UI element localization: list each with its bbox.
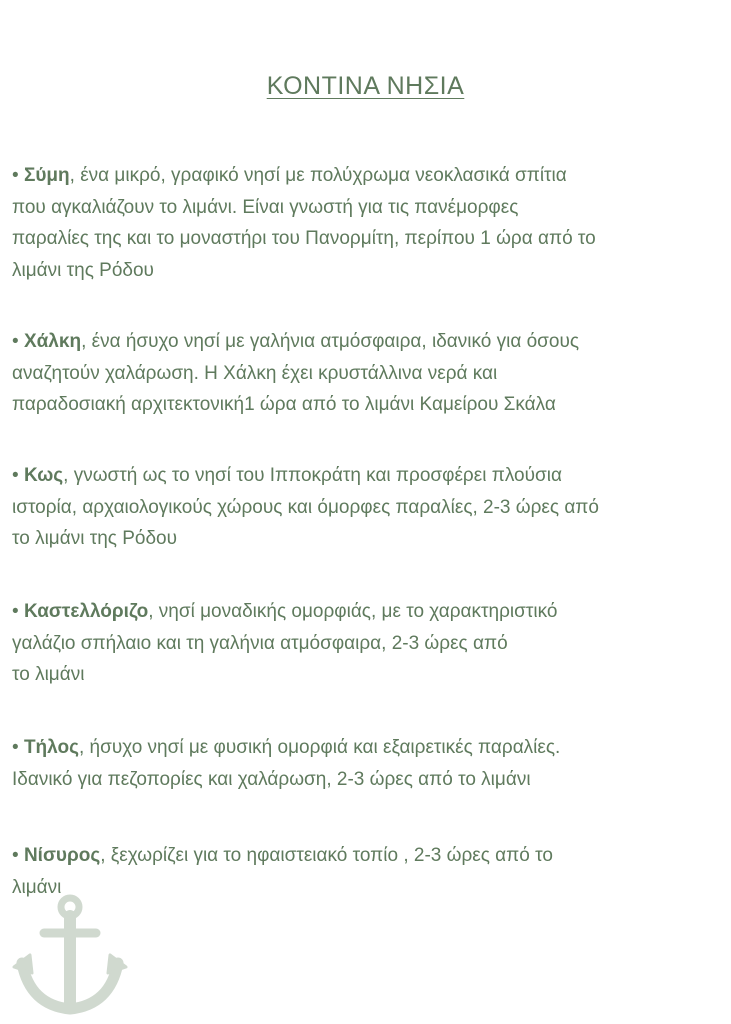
island-entry-tilos bbox=[12, 732, 724, 795]
bullet: • bbox=[12, 845, 24, 866]
island-entry-kastellorizo bbox=[12, 596, 724, 691]
island-name: Χάλκη bbox=[23, 331, 82, 352]
entry-line: το λιμάνι της Ρόδου bbox=[12, 528, 178, 549]
island-description: , ήσυχο νησί με φυσική ομορφιά και εξαιρετικές παραλίες. bbox=[78, 737, 561, 758]
entry-line bbox=[12, 732, 724, 764]
island-entry-chalki bbox=[12, 326, 724, 421]
entry-line: γαλάζιο σπήλαιο και τη γαλήνια ατμόσφαιρα, 2-3 ώρες από bbox=[12, 632, 508, 654]
entry-line: το λιμάνι bbox=[12, 664, 85, 685]
entry-line: ιστορία, αρχαιολογικούς χώρους και όμορφες παραλίες, 2-3 ώρες από bbox=[12, 496, 599, 518]
page-title: ΚΟΝΤΙΝΑ ΝΗΣΙΑ bbox=[266, 72, 465, 100]
entry-line bbox=[12, 326, 724, 358]
bullet: • bbox=[12, 601, 24, 622]
island-name: Τήλος bbox=[23, 737, 79, 758]
entry-line: Ιδανικό για πεζοπορίες και χαλάρωση, 2-3 ώρες από το λιμάνι bbox=[12, 768, 531, 790]
entry-line: παραδοσιακή αρχιτεκτονική1 ώρα από το λιμάνι Καμείρου Σκάλα bbox=[12, 394, 556, 415]
island-description: , ξεχωρίζει για το ηφαιστειακό τοπίο , 2-3 ώρες από το bbox=[100, 845, 553, 866]
bullet: • bbox=[12, 737, 24, 758]
entry-line bbox=[12, 840, 724, 872]
entry-line: λιμάνι της Ρόδου bbox=[12, 259, 154, 281]
entry-line bbox=[12, 460, 724, 492]
entry-line: παραλίες της και το μοναστήρι του Πανορμίτη, περίπου 1 ώρα από το bbox=[12, 228, 596, 249]
island-description: , ένα ήσυχο νησί με γαλήνια ατμόσφαιρα, ιδανικό για όσους bbox=[81, 331, 579, 352]
island-description: , νησί μοναδικής ομορφιάς, με το χαρακτηριστικό bbox=[148, 601, 558, 622]
entry-line: αναζητούν χαλάρωση. Η Χάλκη έχει κρυστάλλινα νερά και bbox=[12, 362, 498, 384]
entry-line: που αγκαλιάζουν το λιμάνι. Είναι γνωστή για τις πανέμορφες bbox=[12, 196, 519, 218]
island-entry-symi bbox=[12, 160, 724, 286]
bullet: • bbox=[12, 465, 24, 486]
island-name: Σύμη bbox=[23, 165, 70, 186]
entry-line: λιμάνι bbox=[12, 876, 62, 898]
bullet: • bbox=[12, 331, 24, 352]
island-description: , γνωστή ως το νησί του Ιπποκράτη και προσφέρει πλούσια bbox=[63, 465, 562, 486]
entry-line bbox=[12, 596, 724, 628]
island-name: Νίσυρος bbox=[23, 845, 101, 866]
island-description: , ένα μικρό, γραφικό νησί με πολύχρωμα νεοκλασικά σπίτια bbox=[69, 165, 567, 186]
island-name: Καστελλόριζο bbox=[23, 601, 149, 622]
island-name: Κως bbox=[23, 465, 64, 486]
entry-line bbox=[12, 160, 724, 192]
island-entry-kos bbox=[12, 460, 724, 555]
bullet: • bbox=[12, 165, 24, 186]
anchor-icon bbox=[10, 893, 130, 1018]
